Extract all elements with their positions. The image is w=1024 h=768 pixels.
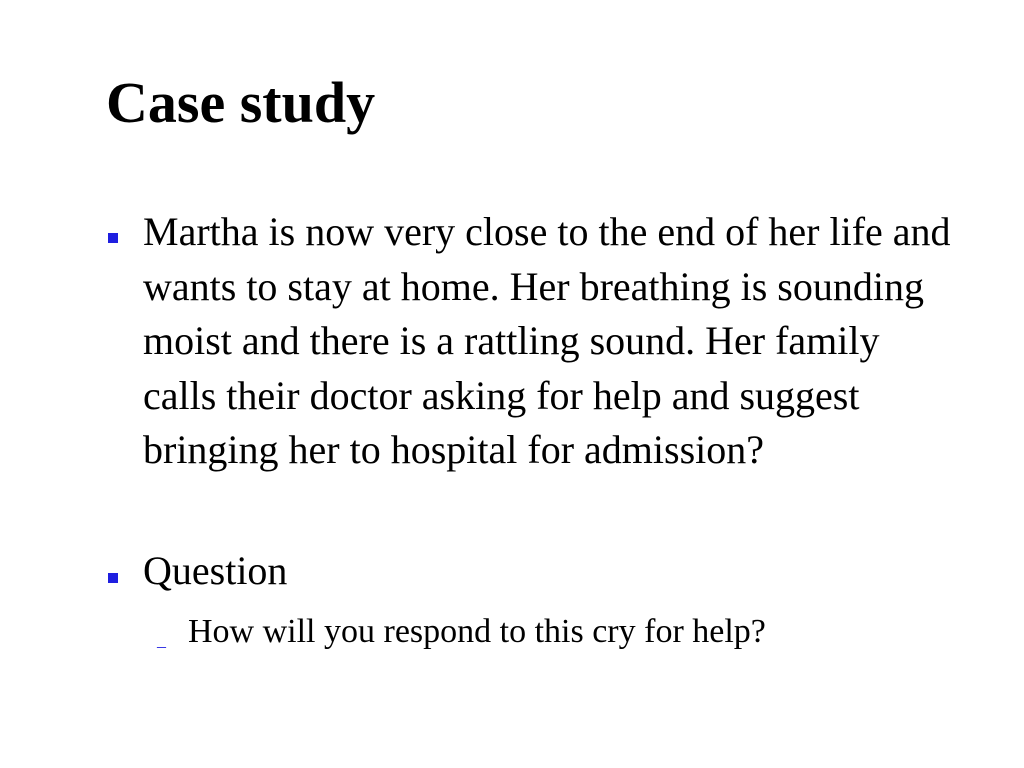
square-bullet-icon — [108, 233, 118, 243]
dash-bullet-icon: – — [157, 636, 166, 656]
bullet-case-description: Martha is now very close to the end of her life and wants to stay at home. Her breathing is sounding moist and there is a rattling sound. Her family calls their doctor asking for help and suggest bringing her to hospital for admission? — [143, 209, 951, 472]
square-bullet-icon — [108, 573, 118, 583]
sub-bullet-question-text: How will you respond to this cry for help? — [188, 613, 766, 650]
slide-title: Case study — [106, 70, 376, 135]
bullet-question: Question — [143, 548, 288, 593]
